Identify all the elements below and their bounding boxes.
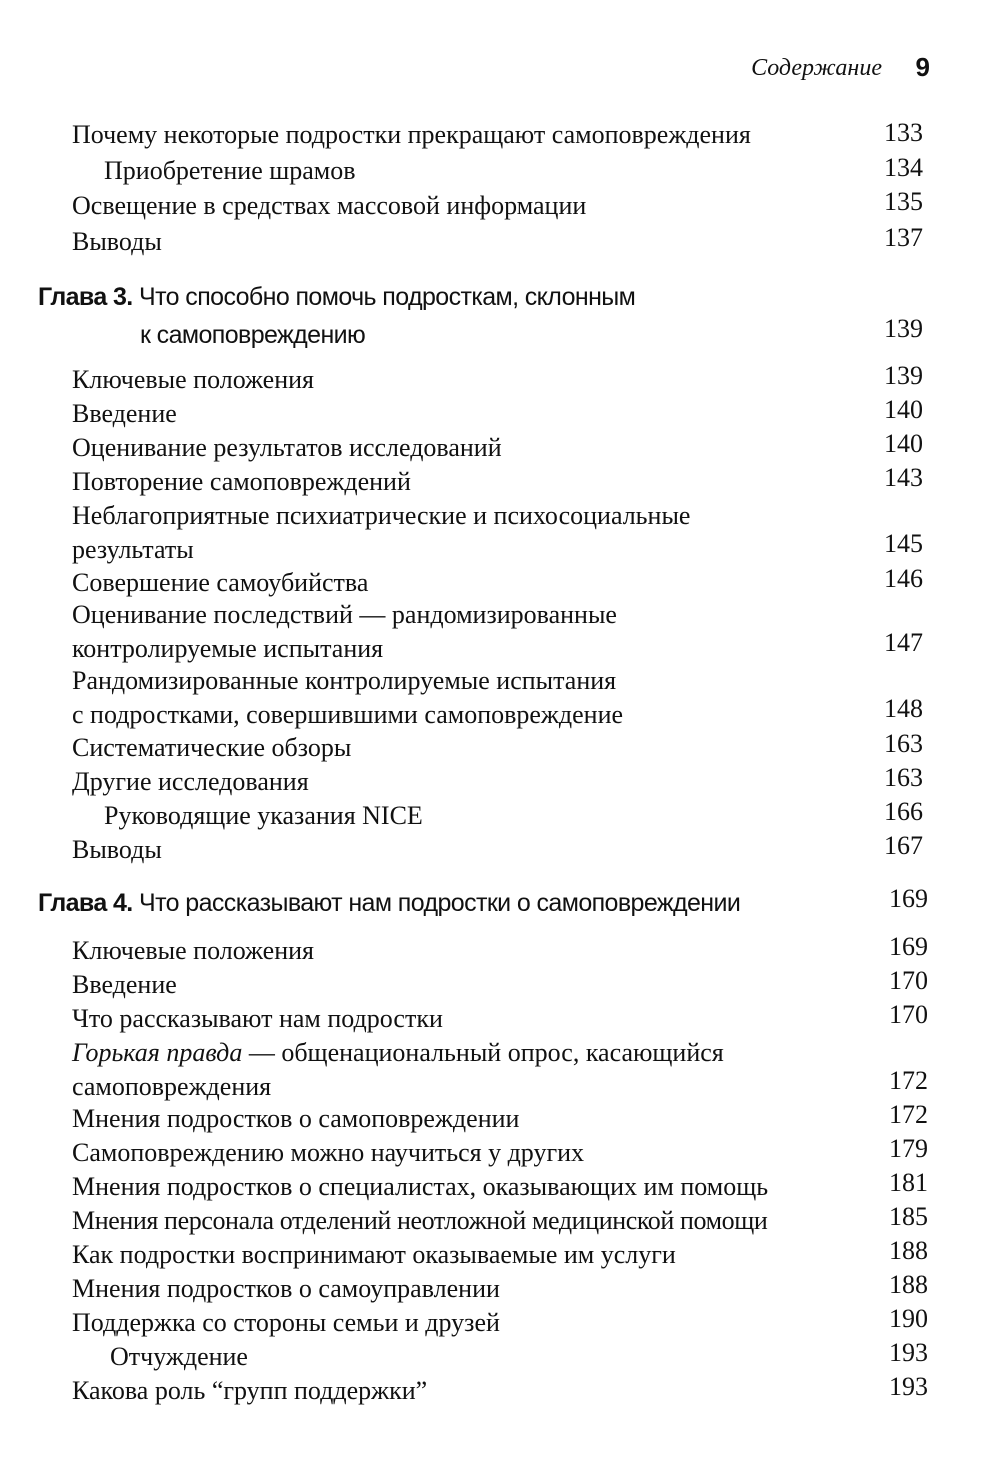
toc-entry-page: 193 [889, 1338, 928, 1367]
toc-entry-title-line1: Рандомизированные контролируемые испытания [72, 666, 617, 695]
toc-entry-title: Мнения подростков о самоуправлении [72, 1274, 500, 1303]
toc-entry-page: 145 [884, 529, 923, 558]
toc-entry-page: 188 [889, 1270, 928, 1299]
toc-entry-title-line1: Оценивание последствий — рандомизированные [72, 600, 617, 629]
toc-entry-title: Введение [72, 399, 177, 428]
toc-entry-title-italic: Горькая правда [72, 1038, 243, 1067]
toc-entry-page: 193 [889, 1372, 928, 1401]
toc-entry-title-line2: с подростками, совершившими самоповреждение [72, 700, 624, 729]
toc-entry-title: Мнения подростков о самоповреждении [72, 1104, 520, 1133]
toc-entry-page: 147 [884, 628, 923, 657]
toc-entry-title: Как подростки воспринимают оказываемые им услуги [72, 1240, 676, 1269]
running-header-section: Содержание [751, 55, 882, 81]
toc-entry-page: 185 [889, 1202, 928, 1231]
toc-entry-title-line2: контролируемые испытания [72, 634, 384, 663]
toc-entry-title: Выводы [72, 227, 162, 256]
toc-entry-page: 143 [884, 463, 923, 492]
toc-entry-page: 172 [889, 1066, 928, 1095]
toc-entry-title: Что рассказывают нам подростки [72, 1004, 443, 1033]
toc-entry-title: Совершение самоубийства [72, 568, 369, 597]
toc-entry-title: Мнения подростков о специалистах, оказывающих им помощь [72, 1172, 769, 1201]
toc-entry-page: 140 [884, 429, 923, 458]
toc-entry-page: 135 [884, 187, 923, 216]
toc-entry-title: Повторение самоповреждений [72, 467, 411, 496]
toc-entry-page: 170 [889, 966, 928, 995]
toc-entry-title: Самоповреждению можно научиться у других [72, 1138, 585, 1167]
toc-entry-page: 148 [884, 694, 923, 723]
chapter-4-label: Глава 4. [38, 889, 133, 917]
toc-entry-title: Освещение в средствах массовой информации [72, 191, 587, 220]
toc-entry-title: Приобретение шрамов [104, 156, 356, 185]
toc-entry-page: 166 [884, 797, 923, 826]
toc-entry-title: Ключевые положения [72, 936, 314, 965]
toc-entry-page: 137 [884, 223, 923, 252]
toc-entry-page: 181 [889, 1168, 928, 1197]
toc-entry-page: 190 [889, 1304, 928, 1333]
toc-entry-page: 163 [884, 763, 923, 792]
toc-entry-title: Мнения персонала отделений неотложной медицинской помощи [72, 1206, 768, 1235]
chapter-3-page: 139 [884, 314, 923, 343]
chapter-4-page: 169 [889, 884, 928, 913]
toc-entry-page: 179 [889, 1134, 928, 1163]
chapter-4-title: Что рассказывают нам подростки о самоповреждении [139, 889, 741, 917]
running-header-page-number: 9 [915, 52, 930, 82]
toc-entry-title: Какова роль “групп поддержки” [72, 1376, 428, 1405]
toc-entry-title: Систематические обзоры [72, 733, 352, 762]
toc-entry-title: Поддержка со стороны семьи и друзей [72, 1308, 500, 1337]
toc-entry-title: Ключевые положения [72, 365, 314, 394]
chapter-3-label: Глава 3. [38, 283, 133, 311]
chapter-3-title-line2: к самоповреждению [140, 321, 366, 349]
toc-entry-title: Отчуждение [110, 1342, 248, 1371]
toc-entry-page: 133 [884, 118, 923, 147]
toc-entry-title-line1: Неблагоприятные психиатрические и психосоциальные [72, 501, 691, 530]
toc-entry-page: 140 [884, 395, 923, 424]
toc-entry-title: Почему некоторые подростки прекращают самоповреждения [72, 120, 751, 149]
toc-entry-page: 170 [889, 1000, 928, 1029]
toc-entry-title: Выводы [72, 835, 162, 864]
toc-entry-title: Другие исследования [72, 767, 309, 796]
toc-entry-page: 188 [889, 1236, 928, 1265]
toc-entry-title: Введение [72, 970, 177, 999]
toc-entry-page: 167 [884, 831, 923, 860]
toc-entry-title: Оценивание результатов исследований [72, 433, 502, 462]
toc-entry-page: 163 [884, 729, 923, 758]
toc-entry-title-line1: — общенациональный опрос, касающийся [242, 1038, 724, 1067]
toc-entry-page: 146 [884, 564, 923, 593]
toc-entry-title-line2: самоповреждения [72, 1072, 272, 1101]
toc-entry-page: 134 [884, 153, 923, 182]
toc-entry-page: 169 [889, 932, 928, 961]
toc-entry-title-line2: результаты [72, 535, 194, 564]
toc-entry-title: Руководящие указания NICE [104, 801, 423, 830]
chapter-3-title-line1: Что способно помочь подросткам, склонным [139, 283, 636, 311]
toc-entry-page: 172 [889, 1100, 928, 1129]
toc-entry-page: 139 [884, 361, 923, 390]
